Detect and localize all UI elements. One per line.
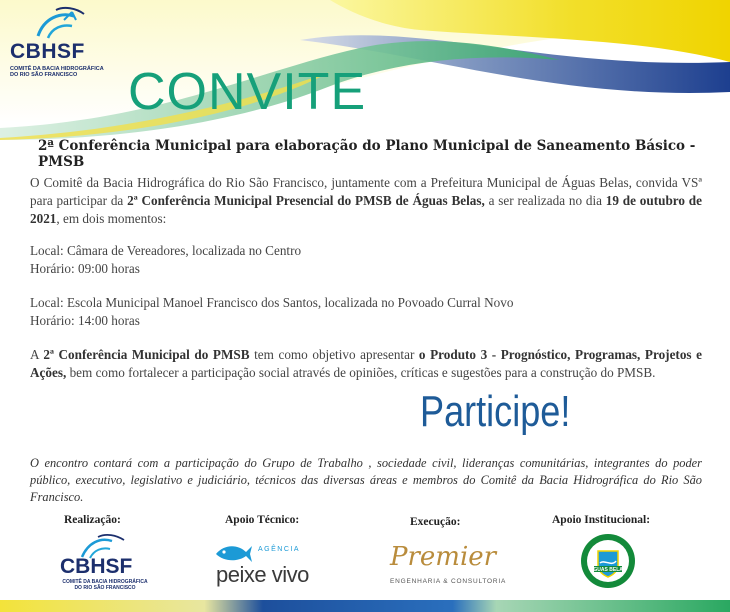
peixe-vivo-logo [214, 540, 334, 590]
objective-paragraph: A 2ª Conferência Municipal do PMSB tem como objetivo apresentar o Produto 3 - Prognóstico, Programas, Projetos e Ações, bem como fortalecer a participação social através de opiniões, críticas e sugestões para a construção do PMSB. [30, 347, 702, 380]
river-swirl-icon [34, 6, 90, 42]
fish-icon [214, 542, 254, 564]
logo-subtitle: COMITÊ DA BACIA HIDROGRÁFICA DO RIO SÃO FRANCISCO [10, 66, 104, 78]
location-place: Local: Escola Municipal Manoel Francisco dos Santos, localizada no Povoado Curral Novo [30, 295, 514, 310]
logo-subtitle: ENGENHARIA & CONSULTORIA [390, 578, 507, 585]
logo-small-text: AGÊNCIA [258, 546, 301, 553]
realizacao-logo [56, 533, 146, 595]
location-place: Local: Câmara de Vereadores, localizada no Centro [30, 243, 302, 258]
participants-note: O encontro contará com a participação do Grupo de Trabalho , sociedade civil, lideranças comunitárias, integrantes do poder público, executivo, legislativo e judiciário, técnicos das diversas áreas e membros do Comitê da Bacia Hidrográfica do Rio São Francisco. [30, 456, 702, 504]
location-afternoon [30, 294, 702, 330]
municipal-seal-icon [580, 533, 636, 589]
apoio-institucional-label: Apoio Institucional: [552, 514, 651, 526]
call-to-action: Participe! [420, 387, 571, 436]
emblem-label: ÁGUAS BELAS [589, 567, 627, 573]
event-heading: 2ª Conferência Municipal para elaboração do Plano Municipal de Saneamento Básico - PMSB [38, 138, 696, 170]
apoio-tecnico-label: Apoio Técnico: [225, 514, 300, 526]
logo-name: CBHSF [10, 40, 85, 63]
aguas-belas-emblem [580, 533, 636, 589]
location-time: Horário: 14:00 horas [30, 313, 140, 328]
footer-bar-decoration [0, 600, 730, 612]
intro-paragraph: O Comitê da Bacia Hidrográfica do Rio São Francisco, juntamente com a Prefeitura Municipal de Águas Belas, convida VSª para participar da 2ª Conferência Municipal Presencial do PMSB de Águas Belas, a ser realizada no dia 19 de outubro de 2021, em dois momentos: [30, 175, 702, 226]
logo-name: CBHSF [60, 555, 133, 578]
logo-name: Premier [390, 542, 497, 572]
logo-name: peixe vivo [216, 562, 309, 587]
execucao-label: Execução: [410, 516, 461, 528]
location-time: Horário: 09:00 horas [30, 261, 140, 276]
location-morning [30, 242, 702, 278]
cbhsf-logo [6, 6, 106, 86]
page-title: CONVITE [128, 63, 367, 121]
premier-logo [386, 540, 512, 590]
logo-subtitle: COMITÊ DA BACIA HIDROGRÁFICA DO RIO SÃO FRANCISCO [62, 579, 148, 591]
realizacao-label: Realização: [64, 514, 121, 526]
